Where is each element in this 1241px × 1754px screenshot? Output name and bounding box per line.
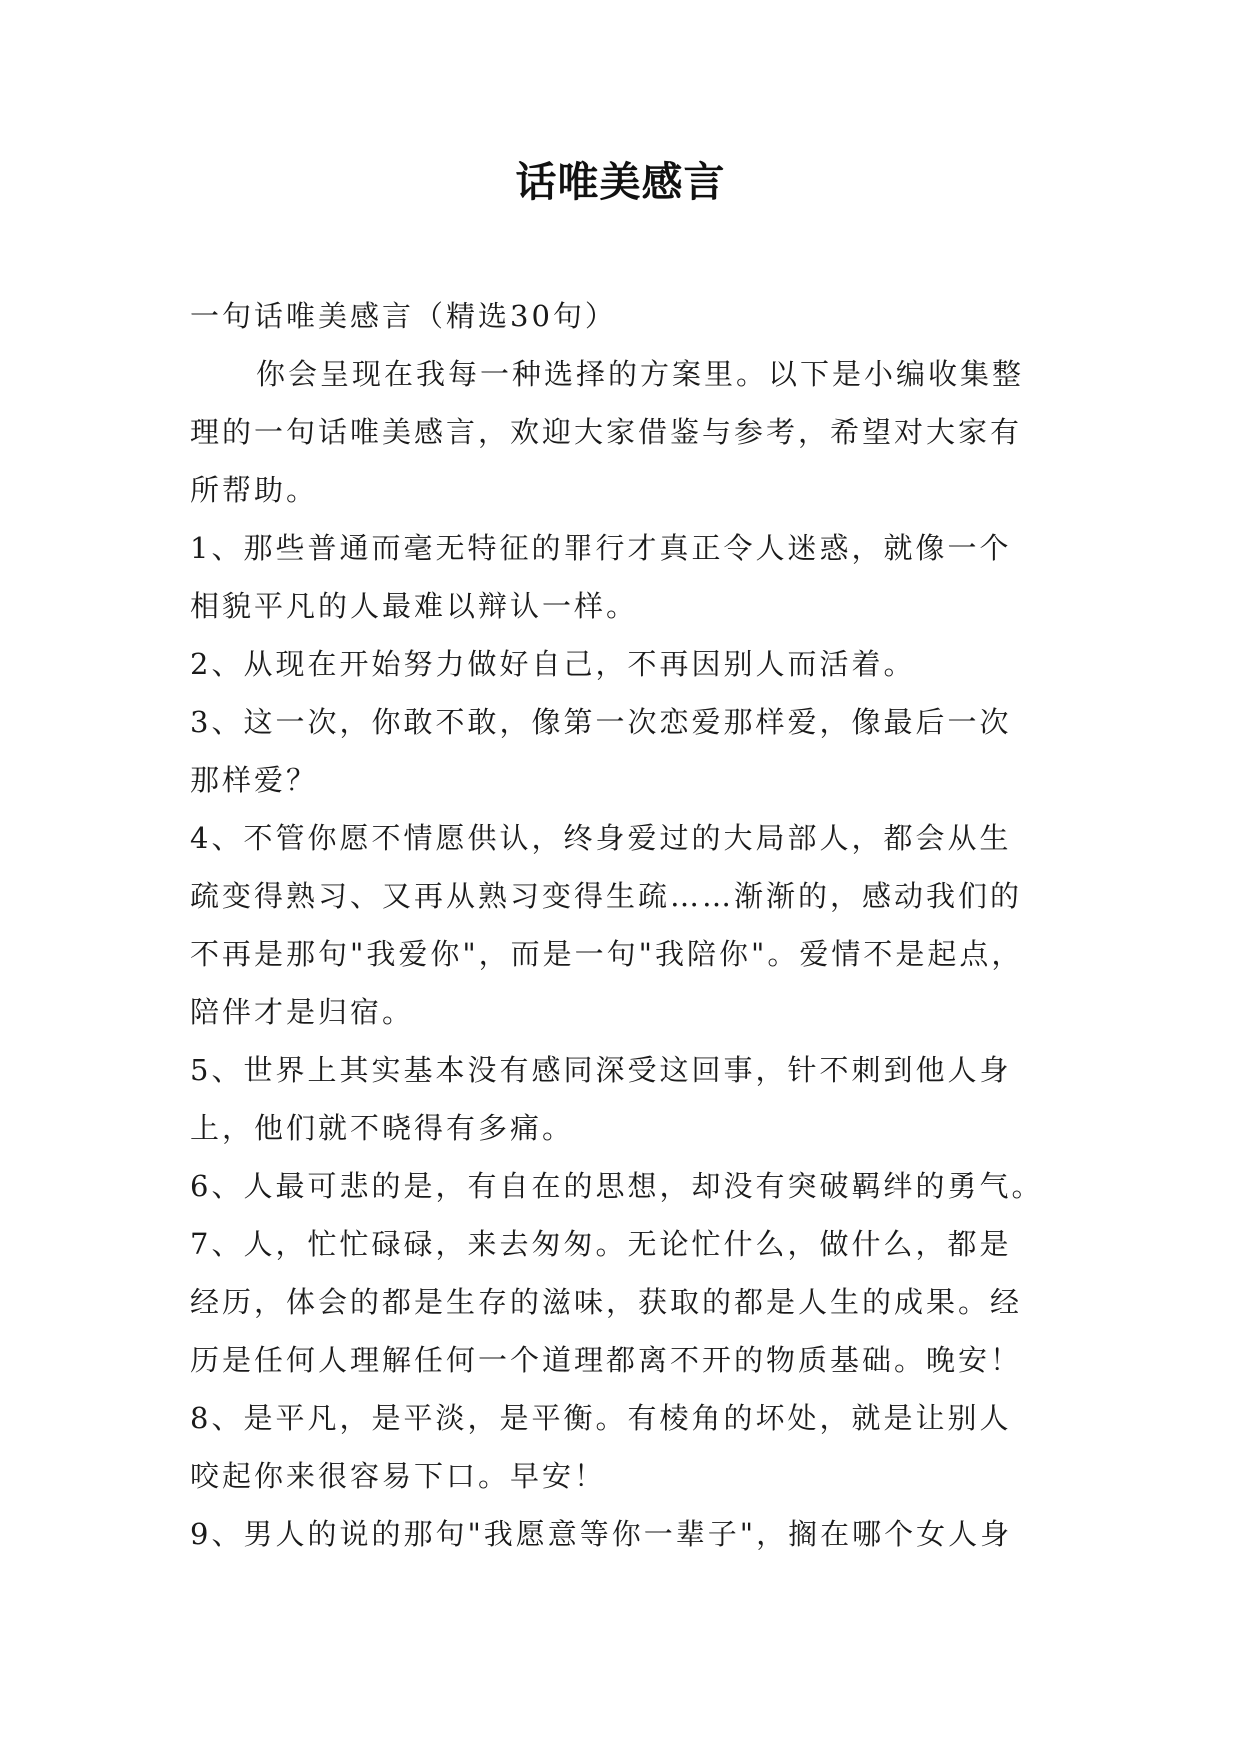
intro-paragraph-line: 所帮助。 (190, 473, 319, 507)
quote-line: 1、那些普通而毫无特征的罪行才真正令人迷惑，就像一个 (190, 531, 1012, 565)
quote-line: 咬起你来很容易下口。早安！ (190, 1459, 607, 1493)
quote-line: 5、世界上其实基本没有感同深受这回事，针不刺到他人身 (190, 1053, 1012, 1087)
quote-line: 那样爱？ (190, 763, 319, 797)
intro-paragraph-line: 理的一句话唯美感言，欢迎大家借鉴与参考，希望对大家有 (190, 415, 1023, 449)
quote-line: 陪伴才是归宿。 (190, 995, 415, 1029)
quote-line: 4、不管你愿不情愿供认，终身爱过的大局部人，都会从生 (190, 821, 1012, 855)
quote-line: 7、人，忙忙碌碌，来去匆匆。无论忙什么，做什么，都是 (190, 1227, 1012, 1261)
intro-paragraph-line: 你会呈现在我每一种选择的方案里。以下是小编收集整 (256, 357, 1025, 391)
quote-line: 历是任何人理解任何一个道理都离不开的物质基础。晚安！ (190, 1343, 1023, 1377)
quote-line: 2、从现在开始努力做好自己，不再因别人而活着。 (190, 647, 916, 681)
quote-line: 3、这一次，你敢不敢，像第一次恋爱那样爱，像最后一次 (190, 705, 1012, 739)
quote-line: 6、人最可悲的是，有自在的思想，却没有突破羁绊的勇气。 (190, 1169, 1044, 1203)
document-title: 话唯美感言 (515, 158, 726, 206)
quote-line: 9、男人的说的那句"我愿意等你一辈子"，搁在哪个女人身 (190, 1517, 1013, 1551)
subtitle-line: 一句话唯美感言（精选30句） (190, 299, 617, 333)
quote-line: 上，他们就不晓得有多痛。 (190, 1111, 575, 1145)
document-body (190, 287, 1070, 1563)
quote-line: 相貌平凡的人最难以辩认一样。 (190, 589, 639, 623)
quote-line: 8、是平凡，是平淡，是平衡。有棱角的坏处，就是让别人 (190, 1401, 1012, 1435)
quote-line: 不再是那句"我爱你"，而是一句"我陪你"。爱情不是起点， (190, 937, 1024, 971)
quote-line: 疏变得熟习、又再从熟习变得生疏……渐渐的，感动我们的 (190, 879, 1023, 913)
quote-line: 经历，体会的都是生存的滋味，获取的都是人生的成果。经 (190, 1285, 1023, 1319)
